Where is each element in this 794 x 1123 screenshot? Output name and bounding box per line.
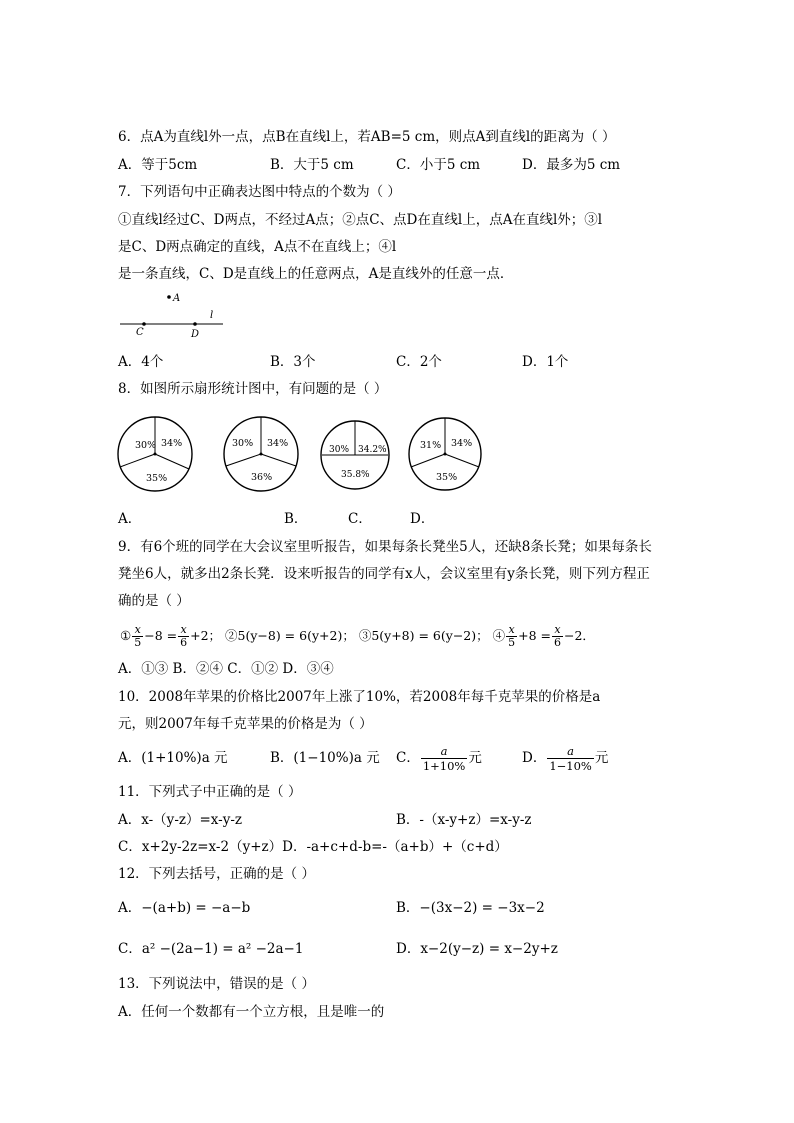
line-l-label: l: [210, 310, 214, 321]
pie-chart-d: [409, 418, 481, 490]
pie-b-slice-3-label: 36%: [251, 472, 273, 483]
pie-d-slice-1-label: 31%: [420, 440, 442, 451]
pie-chart-c: [321, 421, 389, 489]
q6-option-b: B．大于5 cm: [270, 157, 354, 173]
pie-chart-b: [224, 417, 298, 491]
pie-b-slice-1-label: 30%: [232, 438, 254, 449]
eq1-frac-x-over-5: $\frac{x}{5}$: [134, 623, 142, 649]
pie-a-slice-3-label: 35%: [146, 473, 168, 484]
q10-option-a: A．(1+10%)a 元: [118, 750, 228, 766]
q7-statement-line-2: 是C、D两点确定的直线，A点不在直线上；④l: [118, 239, 397, 255]
q6-option-a: A．等于5cm: [118, 157, 198, 173]
eq3: ③5(y+8) = 6(y−2)；: [358, 628, 489, 643]
point-c-label: C: [136, 327, 144, 338]
eq1-frac-x-over-6: $\frac{x}{6}$: [180, 623, 188, 649]
q8-option-c: C．: [348, 511, 372, 527]
eq1-middle: −8 =: [144, 628, 178, 643]
q11-option-b: B．-（x-y+z）=x-y-z: [396, 812, 532, 828]
q7-option-a: A．4个: [118, 354, 164, 370]
q6-option-d: D．最多为5 cm: [522, 157, 621, 173]
q12-stem: 12．下列去括号，正确的是（ ）: [118, 866, 315, 882]
q13-stem: 13．下列说法中，错误的是（ ）: [118, 976, 315, 992]
q10-stem-line-2: 元，则2007年每千克苹果的价格是为（ ）: [118, 716, 373, 732]
eq4-frac-x-over-6: $\frac{x}{6}$: [554, 623, 561, 649]
q9-options: A．①③ B．②④ C．①② D．③④: [118, 661, 334, 677]
eq1-suffix: +2；: [190, 628, 222, 643]
q7-figure: [115, 288, 230, 343]
point-c: [142, 322, 146, 326]
q10-option-c: C． $\frac{a}{1+10\%}$ 元: [396, 744, 482, 773]
pie-d-slice-3-label: 35%: [436, 472, 458, 483]
q11-option-a: A．x-（y-z）=x-y-z: [118, 812, 243, 828]
q8-option-d: D．: [410, 511, 435, 527]
eq4-suffix: −2．: [564, 628, 595, 643]
q8-option-a: A．: [118, 511, 142, 527]
q9-stem-line-3: 确的是（ ）: [118, 593, 190, 609]
q9-stem-line-1: 9．有6个班的同学在大会议室里听报告，如果每条长凳坐5人，还缺8条长凳；如果每条长: [118, 539, 652, 555]
q6-option-c: C．小于5 cm: [396, 157, 481, 173]
q9-equations: [120, 622, 595, 650]
point-a-label: A: [173, 293, 181, 304]
q7-option-d: D．1个: [522, 354, 569, 370]
q10-option-b: B．(1−10%)a 元: [270, 750, 380, 766]
q12-option-d: D．x−2(y−z) = x−2y+z: [396, 941, 558, 957]
pie-c-slice-1-label: 30%: [329, 445, 350, 455]
q12-option-a: A．−(a+b) = −a−b: [118, 900, 251, 916]
q13-option-a: A．任何一个数都有一个立方根，且是唯一的: [118, 1004, 385, 1020]
q10-option-d: D． $\frac{a}{1-10\%}$ 元: [522, 744, 609, 773]
pie-c-slice-3-label: 35.8%: [341, 470, 370, 480]
q12-option-c: C．a² −(2a−1) = a² −2a−1: [118, 941, 304, 957]
pie-c-slice-2-label: 34.2%: [358, 445, 387, 455]
pie-a-slice-2-label: 34%: [161, 438, 183, 449]
eq2: ②5(y−8) = 6(y+2)；: [225, 628, 355, 643]
eq4-prefix: ④: [492, 628, 506, 643]
q9-stem-line-2: 凳坐6人，就多出2条长凳．设来听报告的同学有x人，会议室里有y条长凳，则下列方程正: [118, 566, 650, 582]
q6-stem: 6．点A为直线l外一点，点B在直线l上，若AB=5 cm，则点A到直线l的距离为（ ）: [118, 129, 616, 145]
q7-option-b: B．3个: [270, 354, 316, 370]
q11-option-c-d: C．x+2y-2z=x-2（y+z）D．-a+c+d-b=-（a+b）+（c+d）: [118, 839, 508, 855]
q8-pie-charts: [115, 410, 495, 505]
eq4-middle: +8 =: [518, 628, 551, 643]
q11-stem: 11．下列式子中正确的是（ ）: [118, 784, 302, 800]
eq4-frac-x-over-5: $\frac{x}{5}$: [508, 623, 516, 649]
eq1-prefix: ①: [120, 628, 132, 643]
q7-statement-line-1: ①直线l经过C、D两点，不经过A点；②点C、点D在直线l上，点A在直线l外；③l: [118, 212, 603, 228]
point-d-label: D: [191, 329, 200, 340]
pie-a-slice-1-label: 30%: [135, 440, 157, 451]
q12-option-b: B．−(3x−2) = −3x−2: [396, 900, 545, 916]
pie-b-slice-2-label: 34%: [267, 438, 289, 449]
q8-stem: 8．如图所示扇形统计图中，有问题的是（ ）: [118, 381, 388, 397]
q7-statement-line-3: 是一条直线，C、D是直线上的任意两点，A是直线外的任意一点．: [118, 266, 514, 282]
point-d: [193, 322, 197, 326]
q7-option-c: C．2个: [396, 354, 442, 370]
point-a: [167, 295, 171, 299]
q10-stem-line-1: 10．2008年苹果的价格比2007年上涨了10%，若2008年每千克苹果的价格是a: [118, 689, 601, 705]
q8-option-b: B．: [284, 511, 308, 527]
pie-chart-a: [118, 417, 192, 491]
pie-d-slice-2-label: 34%: [451, 438, 473, 449]
q7-stem: 7．下列语句中正确表达图中特点的个数为（ ）: [118, 184, 401, 200]
